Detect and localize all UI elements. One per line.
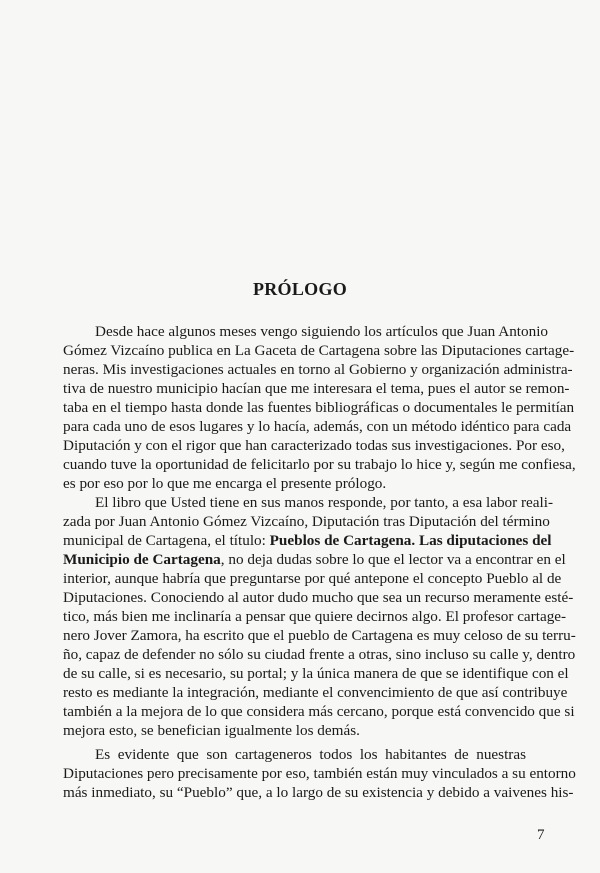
text-line: es por eso por lo que me encarga el presente prólogo.	[63, 475, 387, 492]
text-line: tico, más bien me inclinaría a pensar que quiere decirnos algo. El profesor cartage-	[63, 608, 567, 625]
page-number: 7	[537, 827, 545, 843]
text-line: zada por Juan Antonio Gómez Vizcaíno, Diputación tras Diputación del término	[63, 513, 550, 530]
text-line: Es evidente que son cartageneros todos los habitantes de nuestras	[95, 746, 526, 763]
book-title: Pueblos de Cartagena. Las diputaciones del	[269, 532, 552, 549]
text-line: neras. Mis investigaciones actuales en torno al Gobierno y organización administra-	[63, 361, 573, 378]
chapter-title: PRÓLOGO	[252, 279, 348, 299]
text-line: mejora esto, se benefician igualmente los demás.	[63, 722, 360, 739]
text-line: Diputaciones. Conociendo al autor dudo mucho que sea un recurso meramente esté-	[63, 589, 574, 606]
text-line: cuando tuve la oportunidad de felicitarlo por su trabajo lo hice y, según me confiesa,	[63, 456, 576, 473]
text-line: resto es mediante la integración, mediante el convencimiento de que así contribuye	[63, 684, 568, 701]
text-line: interior, aunque habría que preguntarse por qué antepone el concepto Pueblo al de	[63, 570, 562, 587]
text-run: municipal de Cartagena, el título:	[63, 532, 270, 549]
text-line	[63, 531, 552, 550]
text-line: también a la mejora de lo que considera más cercano, porque está convencido que si	[63, 703, 575, 720]
text-line: ño, capaz de defender no sólo su ciudad frente a otras, sino incluso su calle y, dentro	[63, 646, 576, 663]
text-line: de su calle, si es necesario, su portal; y la única manera de que se identifique con el	[63, 665, 569, 682]
text-line: Diputación y con el rigor que han caracterizado todas sus investigaciones. Por eso,	[63, 437, 565, 454]
text-line: tiva de nuestro municipio hacían que me interesara el tema, pues el autor se remon-	[63, 380, 570, 397]
book-title: Municipio de Cartagena	[63, 551, 221, 568]
text-line: nero Jover Zamora, ha escrito que el pueblo de Cartagena es muy celoso de su terru-	[63, 627, 576, 644]
text-line	[63, 550, 566, 569]
text-line: taba en el tiempo hasta donde las fuentes bibliográficas o documentales le permitían	[63, 399, 575, 416]
text-line: para cada uno de esos lugares y lo hacía, además, con un método idéntico para cada	[63, 418, 572, 435]
text-line: El libro que Usted tiene en sus manos responde, por tanto, a esa labor reali-	[95, 494, 554, 511]
text-line: más inmediato, su “Pueblo” que, a lo largo de su existencia y debido a vaivenes his-	[63, 784, 574, 801]
text-run: , no deja dudas sobre lo que el lector va a encontrar en el	[220, 551, 566, 568]
text-line: Diputaciones pero precisamente por eso, también están muy vinculados a su entorno	[63, 765, 576, 782]
text-line: Desde hace algunos meses vengo siguiendo los artículos que Juan Antonio	[95, 323, 549, 340]
text-line: Gómez Vizcaíno publica en La Gaceta de Cartagena sobre las Diputaciones cartage-	[63, 342, 575, 359]
